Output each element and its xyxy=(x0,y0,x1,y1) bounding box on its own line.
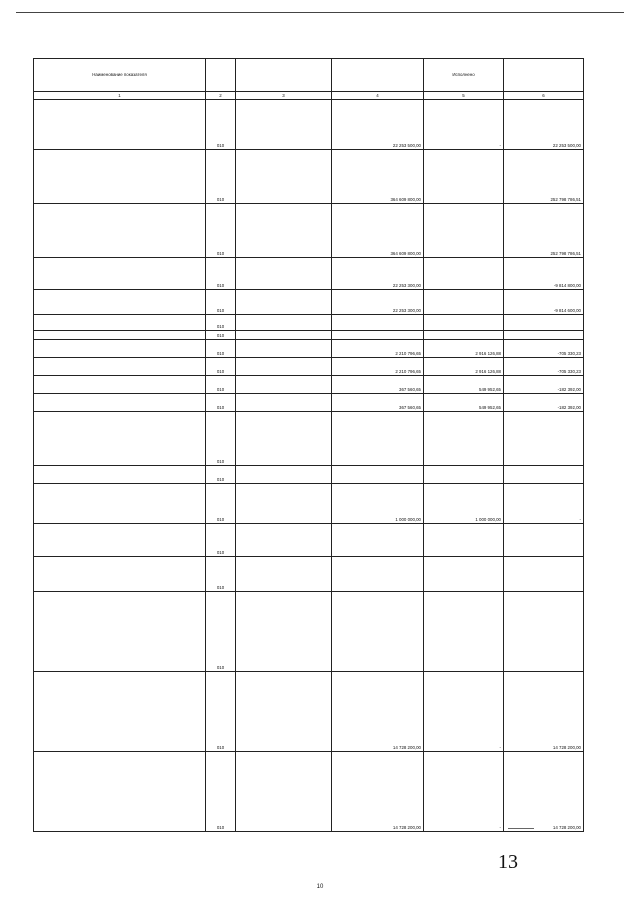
table-row xyxy=(34,150,584,204)
table-row xyxy=(34,204,584,258)
row-approved xyxy=(332,557,424,592)
table-row xyxy=(34,672,584,752)
row-name xyxy=(34,412,206,466)
top-rule xyxy=(16,12,624,13)
row-unexecuted: -9 814 600,00 xyxy=(504,290,584,315)
row-unexecuted: -9 814 800,00 xyxy=(504,258,584,290)
row-executed xyxy=(424,331,504,340)
row-name xyxy=(34,100,206,150)
row-name xyxy=(34,331,206,340)
row-name xyxy=(34,592,206,672)
column-number: 6 xyxy=(504,92,584,100)
row-income-code xyxy=(236,315,332,331)
row-income-code xyxy=(236,204,332,258)
row-approved: 1 000 000,00 xyxy=(332,484,424,524)
row-name xyxy=(34,315,206,331)
row-unexecuted: 252 798 786,51 xyxy=(504,204,584,258)
header-approved xyxy=(332,59,424,92)
column-number: 1 xyxy=(34,92,206,100)
row-name xyxy=(34,376,206,394)
row-unexecuted: -705 330,23 xyxy=(504,358,584,376)
row-line-code: 010 xyxy=(206,592,236,672)
table-row xyxy=(34,340,584,358)
row-executed: 549 952,65 xyxy=(424,394,504,412)
table-row xyxy=(34,290,584,315)
row-name xyxy=(34,204,206,258)
corner-mark xyxy=(508,828,534,829)
row-line-code: 010 xyxy=(206,466,236,484)
row-line-code: 010 xyxy=(206,412,236,466)
row-name xyxy=(34,258,206,290)
row-line-code: 010 xyxy=(206,524,236,557)
table-row xyxy=(34,331,584,340)
row-line-code: 010 xyxy=(206,376,236,394)
header-unexecuted xyxy=(504,59,584,92)
row-executed: - xyxy=(424,752,504,832)
row-income-code xyxy=(236,592,332,672)
header-name: Наименование показателя xyxy=(34,59,206,92)
row-unexecuted xyxy=(504,557,584,592)
row-unexecuted: 14 728 200,00 xyxy=(504,752,584,832)
column-number: 5 xyxy=(424,92,504,100)
row-income-code xyxy=(236,524,332,557)
row-line-code: 010 xyxy=(206,100,236,150)
row-unexecuted xyxy=(504,315,584,331)
row-approved xyxy=(332,466,424,484)
sheet-number: 13 xyxy=(498,851,518,873)
row-line-code: 010 xyxy=(206,331,236,340)
row-name xyxy=(34,524,206,557)
row-line-code: 010 xyxy=(206,204,236,258)
row-name xyxy=(34,484,206,524)
table-row xyxy=(34,592,584,672)
table-row xyxy=(34,315,584,331)
row-line-code: 010 xyxy=(206,315,236,331)
row-unexecuted: 22 253 500,00 xyxy=(504,100,584,150)
row-approved: 2 210 796,65 xyxy=(332,340,424,358)
row-line-code: 010 xyxy=(206,752,236,832)
row-unexecuted: - xyxy=(504,484,584,524)
row-line-code: 010 xyxy=(206,290,236,315)
table-row xyxy=(34,557,584,592)
row-unexecuted: 14 728 200,00 xyxy=(504,672,584,752)
row-executed: 1 000 000,00 xyxy=(424,484,504,524)
row-approved: 14 728 200,00 xyxy=(332,672,424,752)
row-approved: 22 253 500,00 xyxy=(332,100,424,150)
row-executed xyxy=(424,524,504,557)
row-unexecuted xyxy=(504,466,584,484)
row-income-code xyxy=(236,150,332,204)
table-row xyxy=(34,752,584,832)
row-unexecuted: -182 392,00 xyxy=(504,376,584,394)
row-income-code xyxy=(236,394,332,412)
row-income-code xyxy=(236,484,332,524)
row-line-code: 010 xyxy=(206,484,236,524)
row-executed: - xyxy=(424,100,504,150)
row-unexecuted xyxy=(504,331,584,340)
row-executed xyxy=(424,592,504,672)
row-approved: 22 253 300,00 xyxy=(332,258,424,290)
row-executed xyxy=(424,150,504,204)
row-line-code: 010 xyxy=(206,394,236,412)
table-row xyxy=(34,484,584,524)
table-row xyxy=(34,394,584,412)
row-line-code: 010 xyxy=(206,557,236,592)
table-row xyxy=(34,524,584,557)
row-executed xyxy=(424,258,504,290)
row-income-code xyxy=(236,100,332,150)
table-row xyxy=(34,258,584,290)
table-row xyxy=(34,376,584,394)
row-approved: 367 560,65 xyxy=(332,376,424,394)
budget-table xyxy=(33,58,584,832)
row-line-code: 010 xyxy=(206,150,236,204)
row-income-code xyxy=(236,412,332,466)
row-income-code xyxy=(236,258,332,290)
row-executed: - xyxy=(424,672,504,752)
row-income-code xyxy=(236,340,332,358)
row-name xyxy=(34,340,206,358)
row-income-code xyxy=(236,290,332,315)
row-line-code: 010 xyxy=(206,672,236,752)
column-number: 3 xyxy=(236,92,332,100)
row-approved xyxy=(332,524,424,557)
row-executed xyxy=(424,412,504,466)
row-approved xyxy=(332,315,424,331)
table-row xyxy=(34,100,584,150)
row-name xyxy=(34,358,206,376)
row-income-code xyxy=(236,672,332,752)
column-number-row xyxy=(34,92,584,100)
row-executed xyxy=(424,290,504,315)
row-unexecuted: -182 392,00 xyxy=(504,394,584,412)
row-unexecuted xyxy=(504,412,584,466)
row-line-code: 010 xyxy=(206,358,236,376)
table-row xyxy=(34,412,584,466)
row-unexecuted: -705 330,23 xyxy=(504,340,584,358)
row-approved: 364 609 800,00 xyxy=(332,150,424,204)
row-name xyxy=(34,466,206,484)
row-income-code xyxy=(236,358,332,376)
row-line-code: 010 xyxy=(206,258,236,290)
table-body xyxy=(34,100,584,832)
row-income-code xyxy=(236,557,332,592)
row-income-code xyxy=(236,466,332,484)
row-name xyxy=(34,150,206,204)
row-name xyxy=(34,672,206,752)
row-unexecuted: 252 798 786,51 xyxy=(504,150,584,204)
row-approved: 22 253 300,00 xyxy=(332,290,424,315)
row-approved: 364 609 800,00 xyxy=(332,204,424,258)
row-executed xyxy=(424,315,504,331)
row-income-code xyxy=(236,331,332,340)
row-income-code xyxy=(236,752,332,832)
row-approved: 14 728 200,00 xyxy=(332,752,424,832)
row-approved xyxy=(332,331,424,340)
table-header-row xyxy=(34,59,584,92)
row-name xyxy=(34,290,206,315)
row-name xyxy=(34,394,206,412)
row-executed xyxy=(424,204,504,258)
row-executed: 2 916 126,88 xyxy=(424,358,504,376)
header-line-code xyxy=(206,59,236,92)
row-name xyxy=(34,752,206,832)
row-executed xyxy=(424,557,504,592)
row-income-code xyxy=(236,376,332,394)
page-number: 10 xyxy=(316,884,324,890)
row-executed xyxy=(424,466,504,484)
row-name xyxy=(34,557,206,592)
row-approved xyxy=(332,592,424,672)
column-number: 4 xyxy=(332,92,424,100)
row-executed: 549 952,65 xyxy=(424,376,504,394)
row-executed: 2 916 126,88 xyxy=(424,340,504,358)
row-approved xyxy=(332,412,424,466)
header-executed: Исполнено xyxy=(424,59,504,92)
row-unexecuted xyxy=(504,524,584,557)
header-income-code xyxy=(236,59,332,92)
table-row xyxy=(34,358,584,376)
column-number: 2 xyxy=(206,92,236,100)
table-row xyxy=(34,466,584,484)
row-unexecuted xyxy=(504,592,584,672)
row-line-code: 010 xyxy=(206,340,236,358)
row-approved: 367 560,65 xyxy=(332,394,424,412)
row-approved: 2 210 796,65 xyxy=(332,358,424,376)
